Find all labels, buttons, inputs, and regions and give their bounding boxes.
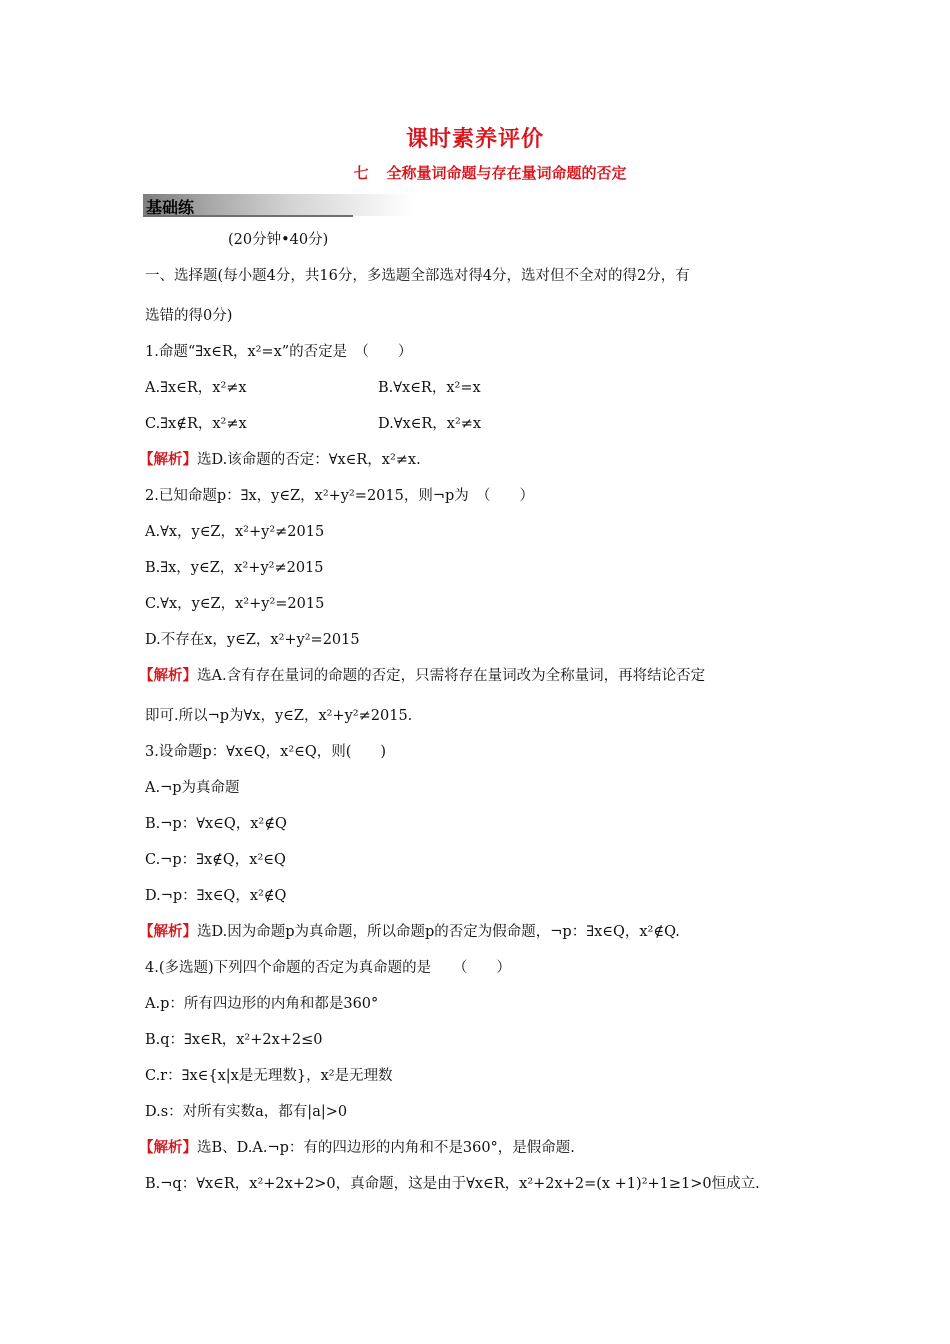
analysis-label: 【解析】 <box>139 1140 197 1156</box>
q3-option-c: C.¬p：∃x∉Q，x²∈Q <box>145 852 286 868</box>
q1-option-c: C.∃x∉R，x²≠x <box>145 416 247 432</box>
q2-option-a: A.∀x，y∈Z，x²+y²≠2015 <box>145 524 325 540</box>
q4-analysis-b: B.¬q：∀x∈R，x²+2x+2>0，真命题，这是由于∀x∈R，x²+2x+2=(x +1)²+1≥1>0恒成立. <box>145 1176 760 1192</box>
page-subtitle <box>0 162 950 183</box>
part1-heading-line1: 一、选择题(每小题4分，共16分，多选题全部选对得4分，选对但不全对的得2分，有 <box>145 268 690 284</box>
q1-stem: 1.命题“∃x∈R，x²=x”的否定是 （ ） <box>145 344 413 360</box>
q4-option-b: B.q：∃x∈R，x²+2x+2≤0 <box>145 1032 323 1048</box>
subtitle-text: 全称量词命题与存在量词命题的否定 <box>386 164 627 182</box>
q4-option-d: D.s：对所有实数a，都有|a|>0 <box>145 1104 348 1120</box>
q2-option-d: D.不存在x，y∈Z，x²+y²=2015 <box>145 632 360 648</box>
q4-stem: 4.(多选题)下列四个命题的否定为真命题的是 （ ） <box>145 960 511 976</box>
q3-stem: 3.设命题p：∀x∈Q，x²∈Q，则( ) <box>145 744 387 760</box>
page-title: 课时素养评价 <box>405 127 544 152</box>
analysis-label: 【解析】 <box>139 668 197 684</box>
q1-analysis <box>139 450 421 470</box>
q3-option-b: B.¬p：∀x∈Q，x²∉Q <box>145 816 287 832</box>
q4-option-c: C.r：∃x∈{x|x是无理数}，x²是无理数 <box>145 1068 393 1084</box>
time-score: (20分钟•40分) <box>228 232 329 248</box>
q3-analysis <box>139 922 680 942</box>
q4-analysis <box>139 1138 575 1158</box>
q3-option-a: A.¬p为真命题 <box>145 780 240 796</box>
q1-option-a: A.∃x∈R，x²≠x <box>145 380 247 396</box>
q1-analysis-text: 选D.该命题的否定：∀x∈R，x²≠x. <box>197 452 421 468</box>
section-banner <box>143 194 413 216</box>
q4-analysis-text: 选B、D.A.¬p：有的四边形的内角和不是360°，是假命题. <box>197 1140 575 1156</box>
analysis-label: 【解析】 <box>139 924 197 940</box>
subtitle-number: 七 <box>353 164 369 182</box>
q1-option-d: D.∀x∈R，x²≠x <box>378 416 482 432</box>
q2-analysis-line1 <box>139 666 705 686</box>
q3-analysis-text: 选D.因为命题p为真命题，所以命题p的否定为假命题，¬p：∃x∈Q，x²∉Q. <box>197 924 680 940</box>
q1-option-b: B.∀x∈R，x²=x <box>378 380 481 396</box>
q2-option-c: C.∀x，y∈Z，x²+y²=2015 <box>145 596 325 612</box>
q3-option-d: D.¬p：∃x∈Q，x²∉Q <box>145 888 287 904</box>
section-label: 基础练 <box>146 198 195 217</box>
q2-option-b: B.∃x，y∈Z，x²+y²≠2015 <box>145 560 324 576</box>
q2-stem: 2.已知命题p：∃x，y∈Z，x²+y²=2015，则¬p为 （ ） <box>145 488 535 504</box>
part1-heading-line2: 选错的得0分) <box>145 308 233 324</box>
analysis-label: 【解析】 <box>139 452 197 468</box>
q2-analysis-line2: 即可.所以¬p为∀x，y∈Z，x²+y²≠2015. <box>145 708 413 724</box>
q4-option-a: A.p：所有四边形的内角和都是360° <box>145 996 379 1012</box>
q2-analysis-text: 选A.含有存在量词的命题的否定，只需将存在量词改为全称量词，再将结论否定 <box>197 668 706 684</box>
